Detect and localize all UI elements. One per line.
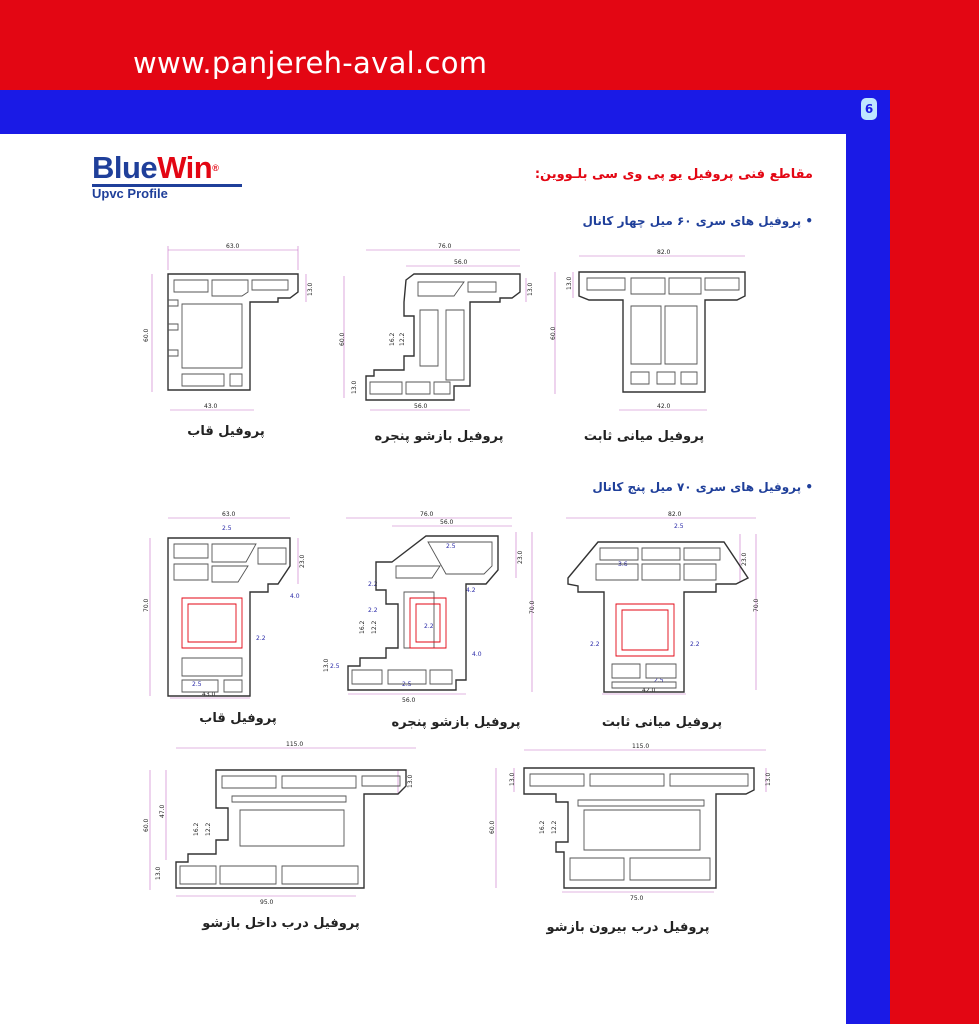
dim-label: 23.0 bbox=[741, 552, 748, 566]
dim-label: 56.0 bbox=[440, 519, 454, 526]
dim-label: 16.2 bbox=[539, 820, 546, 834]
dim-label: 56.0 bbox=[414, 403, 428, 410]
dim-label: 2.5 bbox=[222, 525, 232, 532]
dim-label: 60.0 bbox=[550, 326, 557, 340]
drawing-s1-sash bbox=[334, 240, 544, 420]
dim-label: 95.0 bbox=[260, 899, 274, 906]
dim-label: 12.2 bbox=[371, 620, 378, 634]
logo-blue: Blue bbox=[92, 150, 158, 185]
dim-label: 76.0 bbox=[438, 243, 452, 250]
dim-label: 56.0 bbox=[402, 697, 416, 704]
dim-label: 2.5 bbox=[192, 681, 202, 688]
dim-label: 2.5 bbox=[674, 523, 684, 530]
section-60-heading: • پروفیل های سری ۶۰ میل چهار کانال bbox=[582, 214, 813, 228]
dim-label: 60.0 bbox=[489, 820, 496, 834]
logo-wordmark bbox=[92, 152, 242, 184]
dim-label: 42.0 bbox=[642, 687, 656, 694]
dim-label: 12.2 bbox=[399, 332, 406, 346]
dim-label: 4.0 bbox=[472, 651, 482, 658]
dim-label: 115.0 bbox=[286, 741, 304, 748]
dim-label: 42.0 bbox=[657, 403, 671, 410]
dim-label: 2.5 bbox=[402, 681, 412, 688]
drawing-s1-frame bbox=[138, 240, 318, 420]
dim-label: 13.0 bbox=[323, 658, 330, 672]
caption-s1-sash: پروفیل بازشو پنجره bbox=[374, 429, 504, 444]
dim-label: 43.0 bbox=[202, 691, 216, 698]
drawing-door-out bbox=[484, 740, 784, 910]
logo-subtitle: Upvc Profile bbox=[92, 186, 168, 201]
section-70-heading: • پروفیل های سری ۷۰ میل پنج کانال bbox=[592, 480, 813, 494]
dim-label: 2.2 bbox=[368, 607, 378, 614]
dim-label: 13.0 bbox=[351, 380, 358, 394]
dim-label: 56.0 bbox=[454, 259, 468, 266]
caption-s1-mullion: پروفیل میانی ثابت bbox=[583, 429, 705, 444]
caption-s2-frame: پروفیل قاب bbox=[199, 711, 277, 726]
logo-win: Win bbox=[157, 150, 213, 185]
page-badge: 6 bbox=[861, 98, 877, 120]
dim-label: 63.0 bbox=[226, 243, 240, 250]
dim-label: 2.2 bbox=[368, 581, 378, 588]
blue-header-band bbox=[0, 90, 890, 134]
drawing-s2-sash bbox=[316, 508, 548, 708]
dim-label: 70.0 bbox=[143, 598, 150, 612]
dim-label: 2.2 bbox=[590, 641, 600, 648]
drawing-s2-mullion bbox=[556, 506, 766, 706]
drawing-s2-frame bbox=[138, 508, 318, 708]
dim-label: 60.0 bbox=[143, 818, 150, 832]
dim-label: 63.0 bbox=[222, 511, 236, 518]
dim-label: 23.0 bbox=[299, 554, 306, 568]
dim-label: 16.2 bbox=[389, 332, 396, 346]
dim-label: 13.0 bbox=[407, 774, 414, 788]
dim-label: 13.0 bbox=[566, 276, 573, 290]
caption-door-out: پروفیل درب بیرون بازشو bbox=[546, 920, 710, 935]
dim-label: 47.0 bbox=[159, 804, 166, 818]
dim-label: 3.6 bbox=[618, 561, 628, 568]
dim-label: 60.0 bbox=[339, 332, 346, 346]
dim-label: 2.5 bbox=[446, 543, 456, 550]
dim-label: 16.2 bbox=[359, 620, 366, 634]
dim-label: 2.2 bbox=[424, 623, 434, 630]
dim-label: 13.0 bbox=[155, 866, 162, 880]
dim-label: 12.2 bbox=[205, 822, 212, 836]
dim-label: 60.0 bbox=[143, 328, 150, 342]
dim-label: 16.2 bbox=[193, 822, 200, 836]
dim-label: 4.2 bbox=[466, 587, 476, 594]
dim-label: 13.0 bbox=[509, 772, 516, 786]
logo-reg: ® bbox=[212, 163, 219, 173]
dim-label: 2.2 bbox=[256, 635, 266, 642]
dim-label: 76.0 bbox=[420, 511, 434, 518]
dim-label: 4.0 bbox=[290, 593, 300, 600]
blue-side-strip bbox=[846, 90, 890, 1024]
caption-s2-mullion: پروفیل میانی ثابت bbox=[601, 715, 723, 730]
dim-label: 43.0 bbox=[204, 403, 218, 410]
dim-label: 2.2 bbox=[690, 641, 700, 648]
dim-label: 2.5 bbox=[330, 663, 340, 670]
bluewin-logo bbox=[92, 152, 242, 201]
drawing-s1-mullion bbox=[545, 240, 755, 420]
dim-label: 82.0 bbox=[657, 249, 671, 256]
dim-label: 23.0 bbox=[517, 550, 524, 564]
dim-label: 13.0 bbox=[527, 282, 534, 296]
dim-label: 70.0 bbox=[753, 598, 760, 612]
caption-s2-sash: پروفیل بازشو پنجره bbox=[391, 715, 521, 730]
page-title: مقاطع فنی پروفیل یو پی وی سی بلـووین: bbox=[534, 167, 813, 182]
dim-label: 82.0 bbox=[668, 511, 682, 518]
dim-label: 13.0 bbox=[765, 772, 772, 786]
drawing-door-in bbox=[136, 738, 426, 908]
dim-label: 70.0 bbox=[529, 600, 536, 614]
dim-label: 12.2 bbox=[551, 820, 558, 834]
dim-label: 2.5 bbox=[654, 677, 664, 684]
dim-label: 13.0 bbox=[307, 282, 314, 296]
dim-label: 115.0 bbox=[632, 743, 650, 750]
website-url[interactable]: www.panjereh-aval.com bbox=[133, 46, 488, 80]
dim-label: 75.0 bbox=[630, 895, 644, 902]
caption-s1-frame: پروفیل قاب bbox=[187, 424, 265, 439]
caption-door-in: پروفیل درب داخل بازشو bbox=[202, 916, 360, 931]
